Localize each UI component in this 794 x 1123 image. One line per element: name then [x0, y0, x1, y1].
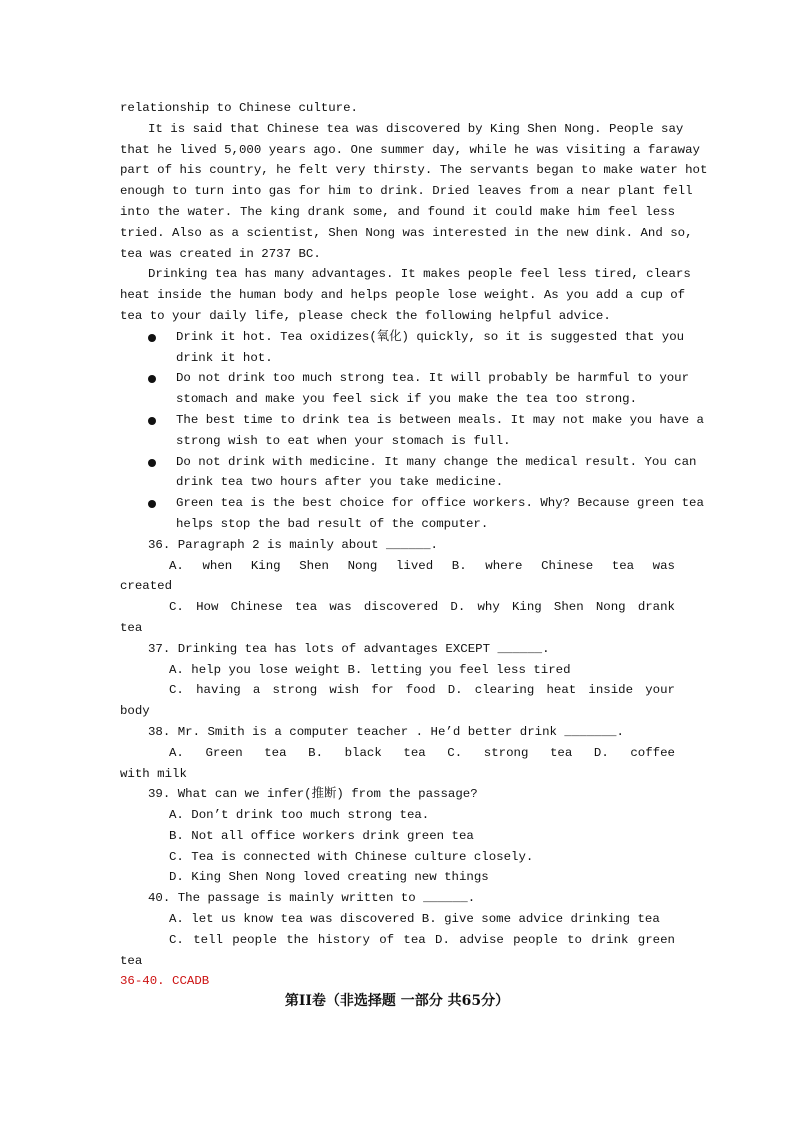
bullet-text-line: Drink it hot. Tea oxidizes(氧化) quickly, so it is suggested that you [176, 329, 685, 344]
passage-text-line: tried. Also as a scientist, Shen Nong was interested in the new dink. And so, [120, 225, 693, 240]
bullet-text-line: The best time to drink tea is between meals. It may not make you have a [176, 412, 704, 427]
bullet-text-line: drink it hot. [176, 350, 273, 365]
passage-text-line: Drinking tea has many advantages. It makes people feel less tired, clears [148, 267, 691, 282]
question-36 [120, 535, 675, 639]
question-option: D. King Shen Nong loved creating new things [169, 870, 489, 885]
passage-text-line: enough to turn into gas for him to drink. Dried leaves from a near plant fell [120, 184, 693, 199]
bullet-dot-icon [148, 417, 156, 425]
bullet-text-line: drink tea two hours after you take medicine. [176, 475, 504, 490]
bullet-text-line: helps stop the bad result of the computer. [176, 516, 489, 531]
passage-text-line: It is said that Chinese tea was discovered by King Shen Nong. People say [148, 121, 684, 136]
passage-text-line: part of his country, he felt very thirsty. The servants began to make water hot [120, 163, 708, 178]
question-options: A. let us know tea was discovered B. give some advice drinking tea [169, 912, 660, 927]
advice-bullet [120, 368, 690, 410]
question-option: A. Don’t drink too much strong tea. [169, 808, 430, 823]
question-37 [120, 639, 675, 722]
question-stem: 36. Paragraph 2 is mainly about ______. [148, 537, 438, 552]
advice-bullet [120, 452, 697, 494]
question-options: A. Green tea B. black tea C. strong tea D. coffee [169, 745, 675, 760]
question-option: C. Tea is connected with Chinese culture closely. [169, 849, 534, 864]
exam-page [120, 98, 708, 992]
bullet-dot-icon [148, 334, 156, 342]
advice-bullet [120, 327, 685, 369]
question-options: C. tell people the history of tea D. advise people to drink green [169, 932, 675, 947]
bullet-text-line: strong wish to eat when your stomach is full. [176, 433, 511, 448]
question-options-wrap: body [120, 704, 150, 719]
bullet-text-line: Green tea is the best choice for office workers. Why? Because green tea [176, 496, 704, 511]
passage-text-line: that he lived 5,000 years ago. One summer day, while he was visiting a faraway [120, 142, 700, 157]
passage-text-line: tea to your daily life, please check the following helpful advice. [120, 308, 611, 323]
question-stem: 37. Drinking tea has lots of advantages EXCEPT ______. [148, 641, 550, 656]
answer-key: 36-40. CCADB [120, 974, 210, 989]
question-40 [120, 888, 675, 971]
question-stem: 38. Mr. Smith is a computer teacher . He’d better drink _______. [148, 724, 624, 739]
question-options: A. when King Shen Nong lived B. where Chinese tea was [169, 558, 675, 573]
question-options: C. How Chinese tea was discovered D. why King Shen Nong drank [169, 600, 675, 615]
question-options-wrap: created [120, 579, 173, 594]
advice-bullet [120, 410, 704, 452]
question-stem: 39. What can we infer(推断) from the passage? [148, 787, 478, 802]
question-options-wrap: tea [120, 953, 143, 968]
passage-text-line: tea was created in 2737 BC. [120, 246, 321, 261]
question-39 [120, 784, 675, 888]
question-option: B. Not all office workers drink green tea [169, 828, 474, 843]
passage-text-line: relationship to Chinese culture. [120, 101, 358, 115]
question-options: A. help you lose weight B. letting you feel less tired [169, 662, 571, 677]
question-options-wrap: with milk [120, 766, 187, 781]
bullet-dot-icon [148, 459, 156, 467]
passage-text-line: into the water. The king drank some, and found it could make him feel less [120, 204, 675, 219]
question-stem: 40. The passage is mainly written to ______. [148, 891, 476, 906]
bullet-text-line: Do not drink too much strong tea. It will probably be harmful to your [176, 371, 690, 386]
passage-text-line: heat inside the human body and helps people lose weight. As you add a cup of [120, 288, 686, 303]
section-title: 第II卷（非选择题 一部分 共65分） [284, 993, 510, 1009]
bullet-text-line: Do not drink with medicine. It many change the medical result. You can [176, 454, 697, 469]
question-options: C. having a strong wish for food D. clearing heat inside your [169, 683, 675, 698]
question-options-wrap: tea [120, 620, 143, 635]
question-38 [120, 722, 675, 784]
advice-bullet [120, 493, 704, 535]
bullet-text-line: stomach and make you feel sick if you make the tea too strong. [176, 392, 638, 407]
